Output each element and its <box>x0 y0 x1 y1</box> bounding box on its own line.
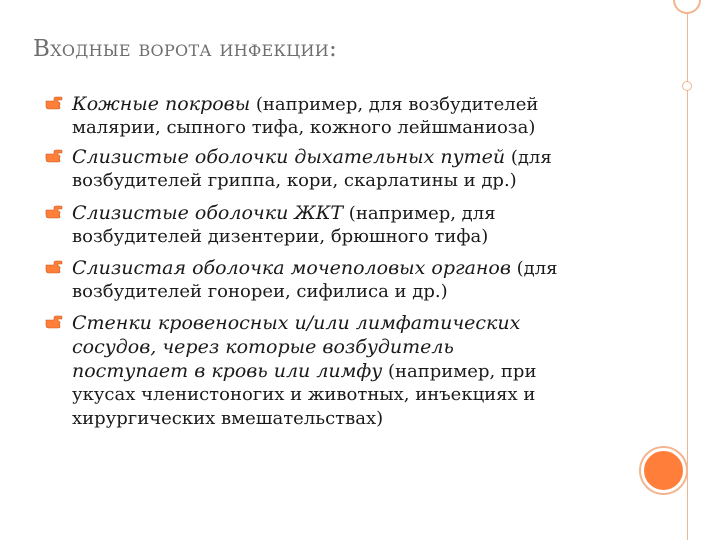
item-emphasis: поступает в кровь или лимфу <box>72 360 383 382</box>
decor-circle-small <box>682 81 692 91</box>
list-item <box>45 311 645 431</box>
hand-pointing-icon <box>45 259 63 277</box>
item-text-cont: возбудителей гонореи, сифилиса и др.) <box>72 281 448 302</box>
hand-pointing-icon <box>45 314 63 332</box>
item-text-cont: хирургических вмешательствах) <box>72 408 384 429</box>
item-text: (например, для <box>343 203 496 224</box>
item-emphasis: Кожные покровы <box>72 93 251 115</box>
item-emphasis: Слизистые оболочки дыхательных путей <box>72 146 506 168</box>
hand-pointing-icon <box>45 204 63 222</box>
item-text-cont: малярии, сыпного тифа, кожного лейшманиоза) <box>72 117 536 138</box>
item-text-cont: возбудителей дизентерии, брюшного тифа) <box>72 226 489 247</box>
slide-title: Входные ворота инфекции: <box>33 36 338 62</box>
hand-pointing-icon <box>45 148 63 166</box>
item-text: (например, для возбудителей <box>250 94 539 115</box>
item-emphasis: сосудов, через которые возбудитель <box>72 336 454 358</box>
item-emphasis: Слизистые оболочки ЖКТ <box>72 202 344 224</box>
bullet-list <box>45 92 645 431</box>
list-item <box>45 256 645 311</box>
decor-circle-top <box>673 0 701 14</box>
item-emphasis: Слизистая оболочка мочеполовых органов <box>72 257 511 279</box>
item-text: (для <box>505 147 552 168</box>
item-text: (для <box>510 258 558 279</box>
list-item <box>45 201 645 256</box>
hand-pointing-icon <box>45 95 63 113</box>
decor-circle-accent <box>641 448 686 493</box>
list-item <box>45 92 645 145</box>
item-emphasis: Стенки кровеносных и/или лимфатических <box>72 312 521 334</box>
list-item <box>45 145 645 201</box>
item-text: (например, при <box>382 361 537 382</box>
item-text-cont: возбудителей гриппа, кори, скарлатины и др.) <box>72 170 517 191</box>
item-text-cont: укусах членистоногих и животных, инъекциях и <box>72 384 536 405</box>
